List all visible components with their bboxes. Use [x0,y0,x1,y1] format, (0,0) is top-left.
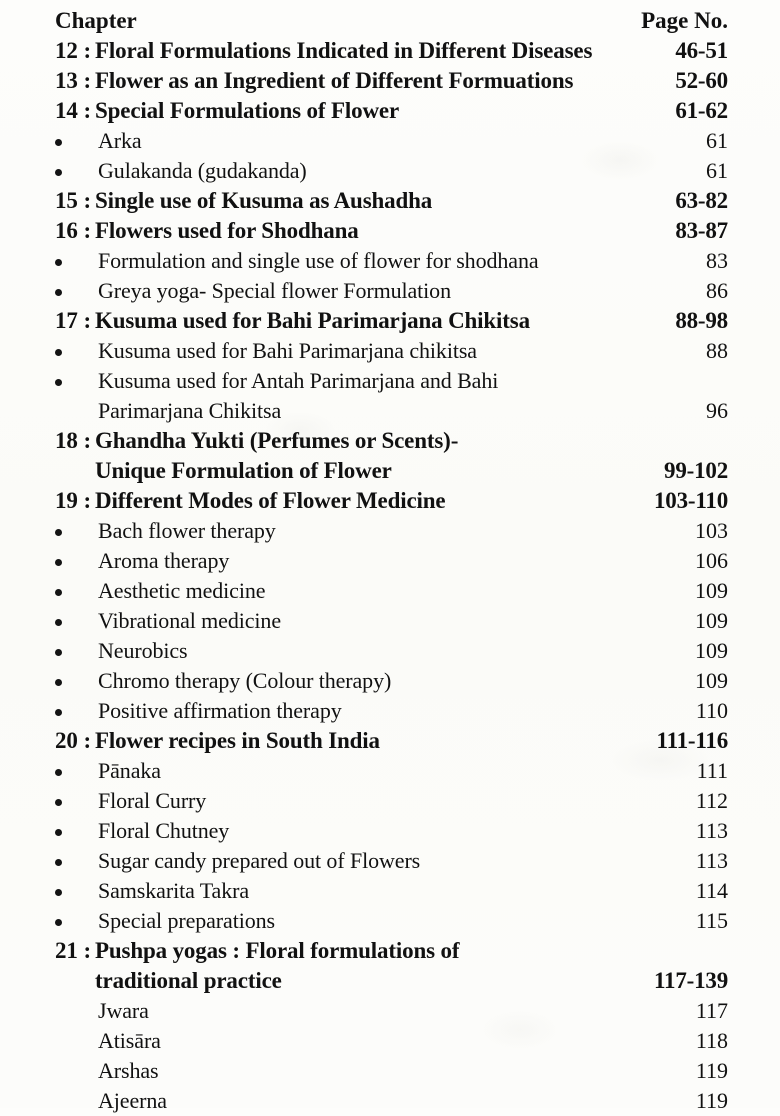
subitem-page-number: 109 [695,578,728,603]
chapter-column-header: Chapter [55,8,137,33]
subitem-page-number: 86 [706,278,728,303]
subitem-title: Kusuma used for Antah Parimarjana and Bahi [98,368,499,393]
chapter-number: 17 : [55,308,92,333]
chapter-title: Floral Formulations Indicated in Different Diseases [95,38,593,63]
bullet-icon [55,516,63,546]
bullet-icon [55,696,63,726]
bullet-icon [55,906,63,936]
toc-chapter-row[interactable] [0,216,780,246]
chapter-number: 15 : [55,188,92,213]
toc-subitem-row[interactable] [0,396,780,426]
toc-subitem-row[interactable] [0,636,780,666]
subitem-title: Gulakanda (gudakanda) [98,158,307,183]
bullet-icon [55,786,63,816]
toc-chapter-row[interactable] [0,456,780,486]
subitem-page-number: 113 [695,818,728,843]
bullet-icon [55,276,63,306]
plain-item-title: Ajeerna [98,1088,167,1113]
subitem-title: Greya yoga- Special flower Formulation [98,278,451,303]
chapter-page-number: 61-62 [675,98,728,123]
toc-subitem-row[interactable] [0,696,780,726]
toc-subitem-row[interactable] [0,126,780,156]
toc-plain-row[interactable] [0,1056,780,1086]
bullet-icon [55,756,63,786]
subitem-page-number: 103 [695,518,728,543]
chapter-title: traditional practice [95,968,282,993]
toc-plain-row[interactable] [0,996,780,1026]
chapter-page-number: 83-87 [675,218,728,243]
bullet-icon [55,576,63,606]
subitem-page-number: 83 [706,248,728,273]
toc-subitem-row[interactable] [0,276,780,306]
chapter-title: Unique Formulation of Flower [95,458,392,483]
page-column-header: Page No. [641,8,728,33]
toc-chapter-row[interactable] [0,306,780,336]
bullet-icon [55,816,63,846]
subitem-page-number: 61 [706,128,728,153]
toc-plain-row[interactable] [0,1026,780,1056]
subitem-title: Chromo therapy (Colour therapy) [98,668,392,693]
chapter-title: Special Formulations of Flower [95,98,400,123]
chapter-title: Ghandha Yukti (Perfumes or Scents)- [95,428,459,453]
subitem-title: Bach flower therapy [98,518,276,543]
toc-subitem-row[interactable] [0,246,780,276]
chapter-page-number: 52-60 [675,68,728,93]
subitem-title: Formulation and single use of flower for shodhana [98,248,539,273]
toc-header-row [0,6,780,36]
subitem-page-number: 111 [696,758,728,783]
subitem-title: Pānaka [98,758,161,783]
toc-subitem-row[interactable] [0,816,780,846]
plain-item-page-number: 118 [695,1028,728,1053]
toc-subitem-row[interactable] [0,366,780,396]
chapter-number: 18 : [55,428,92,453]
toc-subitem-row[interactable] [0,756,780,786]
plain-item-page-number: 117 [695,998,728,1023]
subitem-title: Aroma therapy [98,548,230,573]
toc-subitem-row[interactable] [0,516,780,546]
subitem-page-number: 106 [695,548,728,573]
chapter-number: 19 : [55,488,92,513]
toc-subitem-row[interactable] [0,576,780,606]
toc-chapter-row[interactable] [0,936,780,966]
bullet-icon [55,666,63,696]
subitem-page-number: 109 [695,638,728,663]
subitem-page-number: 88 [706,338,728,363]
plain-item-title: Jwara [98,998,149,1023]
toc-chapter-row[interactable] [0,486,780,516]
bullet-icon [55,846,63,876]
subitem-title: Aesthetic medicine [98,578,266,603]
subitem-title: Arka [98,128,142,153]
subitem-page-number: 61 [706,158,728,183]
subitem-page-number: 113 [695,848,728,873]
toc-subitem-row[interactable] [0,786,780,816]
plain-item-title: Arshas [98,1058,159,1083]
toc-subitem-row[interactable] [0,156,780,186]
toc-subitem-row[interactable] [0,336,780,366]
bullet-icon [55,156,63,186]
subitem-title: Positive affirmation therapy [98,698,342,723]
subitem-title: Sugar candy prepared out of Flowers [98,848,421,873]
toc-list [0,36,780,1116]
chapter-page-number: 88-98 [675,308,728,333]
subitem-page-number: 112 [695,788,728,813]
bullet-icon [55,366,63,396]
chapter-title: Flower as an Ingredient of Different Formuations [95,68,574,93]
chapter-page-number: 46-51 [675,38,728,63]
chapter-number: 12 : [55,38,92,63]
bullet-icon [55,246,63,276]
chapter-page-number: 99-102 [664,458,728,483]
toc-subitem-row[interactable] [0,846,780,876]
subitem-page-number: 114 [695,878,728,903]
plain-item-page-number: 119 [695,1088,728,1113]
chapter-number: 16 : [55,218,92,243]
chapter-title: Pushpa yogas : Floral formulations of [95,938,460,963]
toc-chapter-row[interactable] [0,426,780,456]
toc-subitem-row[interactable] [0,876,780,906]
subitem-title: Floral Chutney [98,818,230,843]
subitem-title: Floral Curry [98,788,207,813]
chapter-page-number: 103-110 [654,488,728,513]
subitem-page-number: 115 [695,908,728,933]
toc-subitem-row[interactable] [0,906,780,936]
chapter-number: 21 : [55,938,92,963]
toc-chapter-row[interactable] [0,66,780,96]
chapter-page-number: 111-116 [656,728,728,753]
chapter-page-number: 63-82 [675,188,728,213]
subitem-title: Special preparations [98,908,275,933]
subitem-page-number: 96 [706,398,728,423]
chapter-number: 14 : [55,98,92,123]
toc-plain-row[interactable] [0,1086,780,1116]
toc-chapter-row[interactable] [0,186,780,216]
subitem-title: Neurobics [98,638,188,663]
chapter-number: 13 : [55,68,92,93]
bullet-icon [55,336,63,366]
plain-item-page-number: 119 [695,1058,728,1083]
bullet-icon [55,876,63,906]
subitem-page-number: 109 [695,668,728,693]
chapter-page-number: 117-139 [654,968,728,993]
bullet-icon [55,606,63,636]
chapter-title: Single use of Kusuma as Aushadha [95,188,433,213]
subitem-title: Vibrational medicine [98,608,282,633]
bullet-icon [55,546,63,576]
toc-chapter-row[interactable] [0,36,780,66]
toc-chapter-row[interactable] [0,96,780,126]
toc-subitem-row[interactable] [0,666,780,696]
chapter-title: Different Modes of Flower Medicine [95,488,446,513]
toc-subitem-row[interactable] [0,546,780,576]
chapter-title: Kusuma used for Bahi Parimarjana Chikitsa [95,308,530,333]
subitem-title: Parimarjana Chikitsa [98,398,282,423]
plain-item-title: Atisāra [98,1028,161,1053]
subitem-title: Samskarita Takra [98,878,250,903]
chapter-title: Flowers used for Shodhana [95,218,359,243]
chapter-title: Flower recipes in South India [95,728,380,753]
toc-chapter-row[interactable] [0,726,780,756]
chapter-number: 20 : [55,728,92,753]
toc-subitem-row[interactable] [0,606,780,636]
bullet-icon [55,126,63,156]
subitem-page-number: 109 [695,608,728,633]
toc-chapter-row[interactable] [0,966,780,996]
subitem-page-number: 110 [695,698,728,723]
subitem-title: Kusuma used for Bahi Parimarjana chikitsa [98,338,477,363]
bullet-icon [55,636,63,666]
